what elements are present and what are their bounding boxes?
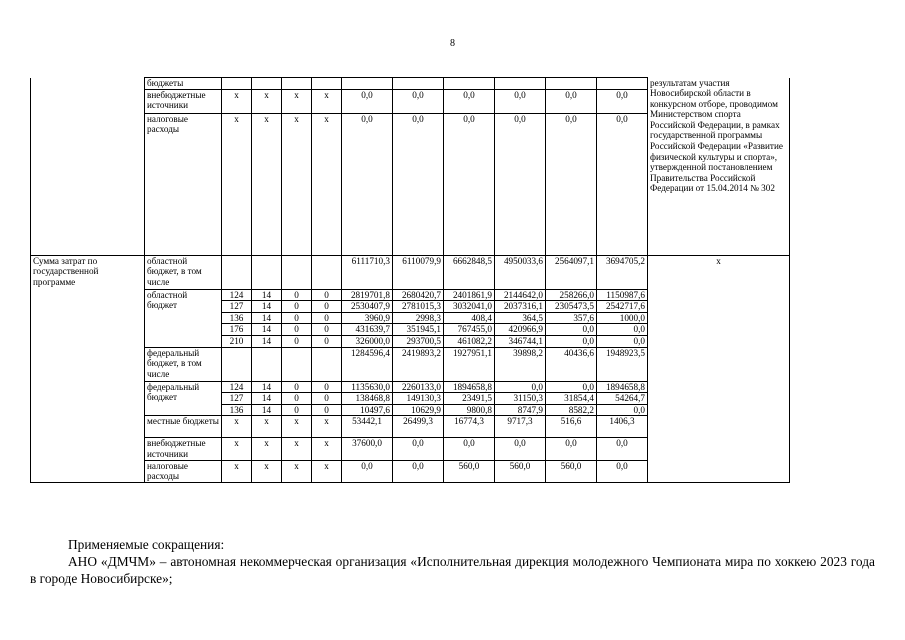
table-cell: 0,0 — [597, 438, 648, 460]
row-label: областной бюджет — [145, 289, 222, 347]
table-cell — [312, 347, 342, 381]
table-cell: 2781015,3 — [393, 301, 444, 313]
table-cell: 1894658,8 — [444, 381, 495, 393]
table-cell: х — [222, 438, 252, 460]
table-cell — [312, 255, 342, 289]
table-cell: 0,0 — [546, 438, 597, 460]
row-label: внебюджетные источники — [145, 438, 222, 460]
table-cell: 14 — [252, 312, 282, 324]
table-cell — [222, 255, 252, 289]
table-cell: 0,0 — [597, 113, 648, 255]
row-label: внебюджетные источники — [145, 89, 222, 113]
table-cell: 3032041,0 — [444, 301, 495, 313]
table-cell — [597, 78, 648, 90]
table-cell: 0 — [312, 335, 342, 347]
table-cell: х — [252, 89, 282, 113]
table-cell — [222, 347, 252, 381]
row-label: местные бюджеты — [145, 416, 222, 438]
table-cell: 258266,0 — [546, 289, 597, 301]
table-cell: 6662848,5 — [444, 255, 495, 289]
total-label: Сумма затрат по государственной программе — [31, 255, 145, 482]
table-row — [31, 78, 790, 90]
table-cell: х — [312, 438, 342, 460]
table-cell: 37600,0 — [342, 438, 393, 460]
table-cell: 0 — [282, 301, 312, 313]
abbreviations-heading: Применяемые сокращения: — [68, 537, 225, 552]
table-cell: 2680420,7 — [393, 289, 444, 301]
table-cell: 1406,3 — [597, 416, 648, 438]
table-cell: 0,0 — [342, 460, 393, 482]
table-cell: 8582,2 — [546, 404, 597, 416]
table-cell: 124 — [222, 381, 252, 393]
table-cell: 0,0 — [495, 438, 546, 460]
table-cell: 1150987,6 — [597, 289, 648, 301]
table-cell: х — [282, 460, 312, 482]
table-cell: 0 — [282, 335, 312, 347]
table-cell: 14 — [252, 393, 282, 405]
table-cell: 2564097,1 — [546, 255, 597, 289]
table-cell: 53442,1 — [342, 416, 393, 438]
table-cell: х — [252, 113, 282, 255]
table-cell: х — [282, 438, 312, 460]
table-cell: 2401861,9 — [444, 289, 495, 301]
table-cell — [495, 78, 546, 90]
row-label: федеральный бюджет, в том числе — [145, 347, 222, 381]
table-cell: 0,0 — [597, 335, 648, 347]
table-cell: 2542717,6 — [597, 301, 648, 313]
table-cell: 40436,6 — [546, 347, 597, 381]
table-cell: х — [312, 113, 342, 255]
table-cell: 0,0 — [546, 324, 597, 336]
table-cell: 23491,5 — [444, 393, 495, 405]
table-cell: 3960,9 — [342, 312, 393, 324]
table-cell: 0 — [312, 289, 342, 301]
table-cell — [282, 347, 312, 381]
table-cell: 0 — [312, 301, 342, 313]
table-cell: 14 — [252, 289, 282, 301]
table-cell: 0,0 — [546, 335, 597, 347]
table-cell: 420966,9 — [495, 324, 546, 336]
table-cell: 0,0 — [444, 113, 495, 255]
budget-table — [30, 77, 790, 483]
table-cell: 1948923,5 — [597, 347, 648, 381]
table-cell: 1284596,4 — [342, 347, 393, 381]
row-label: областной бюджет, в том числе — [145, 255, 222, 289]
table-cell: 0 — [282, 312, 312, 324]
table-cell: 0,0 — [597, 404, 648, 416]
table-cell: 9800,8 — [444, 404, 495, 416]
table-cell: 2305473,5 — [546, 301, 597, 313]
table-cell: 431639,7 — [342, 324, 393, 336]
table-cell: 0 — [312, 312, 342, 324]
table-cell: 16774,3 — [444, 416, 495, 438]
table-cell: 2998,3 — [393, 312, 444, 324]
table-cell: 26499,3 — [393, 416, 444, 438]
table-cell: 31854,4 — [546, 393, 597, 405]
table-cell: 0,0 — [342, 89, 393, 113]
table-cell: 39898,2 — [495, 347, 546, 381]
table-cell: х — [282, 416, 312, 438]
table-cell: 767455,0 — [444, 324, 495, 336]
table-cell: 2037316,1 — [495, 301, 546, 313]
abbreviations-section — [30, 536, 875, 587]
table-cell: 136 — [222, 404, 252, 416]
table-cell: 357,6 — [546, 312, 597, 324]
table-cell: 138468,8 — [342, 393, 393, 405]
table-cell — [252, 255, 282, 289]
table-cell: 14 — [252, 335, 282, 347]
table-cell: 0,0 — [444, 438, 495, 460]
table-cell: 461082,2 — [444, 335, 495, 347]
table-cell: х — [282, 113, 312, 255]
table-cell: 0 — [282, 289, 312, 301]
abbreviation-item: АНО «ДМЧМ» – автономная некоммерческая организация «Исполнительная дирекция молодежного Чемпионата мира по хоккею 2023 года в городе Новосибирске»; — [30, 554, 875, 586]
table-cell: 2819701,8 — [342, 289, 393, 301]
table-cell — [444, 78, 495, 90]
table-cell: 10497,6 — [342, 404, 393, 416]
row-label: налоговые расходы — [145, 460, 222, 482]
table-cell: 346744,1 — [495, 335, 546, 347]
table-cell — [342, 78, 393, 90]
row-label: налоговые расходы — [145, 113, 222, 255]
table-cell: 1927951,1 — [444, 347, 495, 381]
table-cell — [252, 78, 282, 90]
table-cell: 560,0 — [546, 460, 597, 482]
table-cell: 326000,0 — [342, 335, 393, 347]
table-cell: 0,0 — [597, 324, 648, 336]
table-cell: 0 — [312, 381, 342, 393]
table-cell: х — [222, 460, 252, 482]
table-cell: 3694705,2 — [597, 255, 648, 289]
table-cell: 14 — [252, 301, 282, 313]
table-cell — [393, 78, 444, 90]
table-cell — [282, 255, 312, 289]
table-cell: 6110079,9 — [393, 255, 444, 289]
table-cell — [282, 78, 312, 90]
table-cell: 124 — [222, 289, 252, 301]
table-cell: х — [252, 416, 282, 438]
table-cell: 0,0 — [597, 89, 648, 113]
table-cell: 1000,0 — [597, 312, 648, 324]
table-cell: 14 — [252, 381, 282, 393]
table-cell: х — [252, 460, 282, 482]
table-cell: 0 — [312, 404, 342, 416]
table-cell: 136 — [222, 312, 252, 324]
page-number: 8 — [450, 38, 455, 49]
table-cell: 0,0 — [393, 438, 444, 460]
table-cell: 9717,3 — [495, 416, 546, 438]
table-cell: 351945,1 — [393, 324, 444, 336]
table-cell: 0,0 — [546, 381, 597, 393]
table-cell: 31150,3 — [495, 393, 546, 405]
table-cell: 0,0 — [393, 89, 444, 113]
table-cell: 2419893,2 — [393, 347, 444, 381]
table-cell: х — [312, 460, 342, 482]
table-cell: 2530407,9 — [342, 301, 393, 313]
table-cell: 0 — [312, 324, 342, 336]
table-cell: 4950033,6 — [495, 255, 546, 289]
table-cell: 408,4 — [444, 312, 495, 324]
table-cell: 6111710,3 — [342, 255, 393, 289]
table-cell: 10629,9 — [393, 404, 444, 416]
table-cell: х — [312, 89, 342, 113]
table-cell: 1135630,0 — [342, 381, 393, 393]
table-cell: 2144642,0 — [495, 289, 546, 301]
table-cell: 0,0 — [546, 89, 597, 113]
table-cell: 14 — [252, 404, 282, 416]
table-row — [31, 255, 790, 289]
table-cell: 54264,7 — [597, 393, 648, 405]
table-cell: х — [222, 89, 252, 113]
table-cell: 0 — [312, 393, 342, 405]
row-label: бюджеты — [145, 78, 222, 90]
table-cell — [252, 347, 282, 381]
table-cell: 0,0 — [495, 113, 546, 255]
table-cell: 127 — [222, 301, 252, 313]
table-cell: 0 — [282, 381, 312, 393]
table-cell: 0 — [282, 404, 312, 416]
table-cell: х — [252, 438, 282, 460]
table-cell: 0,0 — [495, 89, 546, 113]
program-note: результатам участия Новосибирской области в конкурсном отборе, проводимом Министерством спорта Российской Федерации, в рамках государственной программы Российской Федерации «Развитие физической культуры и спорта», утвержденной постановлением Правительства Российской Федерации от 15.04.2014 № 302 — [648, 78, 790, 256]
table-cell: 210 — [222, 335, 252, 347]
table-cell: 560,0 — [495, 460, 546, 482]
table-cell: 149130,3 — [393, 393, 444, 405]
table-cell: 0 — [282, 324, 312, 336]
row-label: федеральный бюджет — [145, 381, 222, 416]
table-cell: 127 — [222, 393, 252, 405]
table-cell: 8747,9 — [495, 404, 546, 416]
empty-cell — [31, 78, 145, 256]
table-cell: х — [222, 113, 252, 255]
table-cell: 516,6 — [546, 416, 597, 438]
table-cell: 364,5 — [495, 312, 546, 324]
table-cell — [312, 78, 342, 90]
table-cell: 0,0 — [342, 113, 393, 255]
table-cell: 0,0 — [393, 460, 444, 482]
table-cell: х — [282, 89, 312, 113]
table-cell: 0,0 — [546, 113, 597, 255]
table-cell: 0,0 — [597, 460, 648, 482]
table-cell: 1894658,8 — [597, 381, 648, 393]
table-cell: 293700,5 — [393, 335, 444, 347]
table-cell: 0,0 — [444, 89, 495, 113]
table-cell: 0,0 — [495, 381, 546, 393]
table-cell: х — [222, 416, 252, 438]
table-cell: 2260133,0 — [393, 381, 444, 393]
table-cell: х — [312, 416, 342, 438]
table-cell: 0 — [282, 393, 312, 405]
total-note: х — [648, 255, 790, 482]
table-cell: 0,0 — [393, 113, 444, 255]
table-cell — [222, 78, 252, 90]
table-cell — [546, 78, 597, 90]
table-cell: 176 — [222, 324, 252, 336]
table-cell: 560,0 — [444, 460, 495, 482]
table-cell: 14 — [252, 324, 282, 336]
